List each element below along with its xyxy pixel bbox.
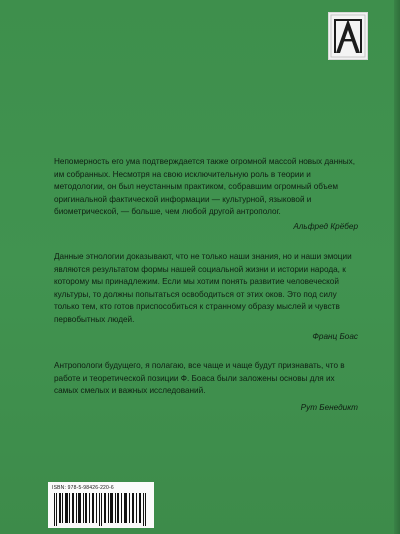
quote-author-boas: Франц Боас <box>312 332 358 341</box>
quote-text: Антропологи будущего, я полагаю, все чаще и чаще будут признавать, что в работе и теоретической позиции Ф. Боаса были заложены основы для их самых смелых и важных исследований. <box>54 361 345 395</box>
quote-kroeber <box>54 156 360 219</box>
quote-benedict <box>54 360 360 398</box>
cover-edge <box>394 0 400 534</box>
publisher-logo-icon <box>328 12 368 60</box>
quote-text: Непомерность его ума подтверждается также огромной массой новых данных, им собранных. Несмотря на свою исключительную роль в теории и методологии, он был неустанным практиком, собравшим огромный объем оригинальной фактической информации — культурной, языковой и биометрической, — больше, чем любой другой антрополог. <box>54 157 356 216</box>
quote-boas <box>54 251 360 326</box>
isbn-barcode-block <box>48 482 154 528</box>
barcode-icon <box>54 493 148 526</box>
quote-text: Данные этнологии доказывают, что не только наши знания, но и наши эмоции являются результатом формы нашей социальной жизни и истории народа, к которому мы принадлежим. Если мы хотим понять развитие человеческой культуры, то должны попытаться освободиться от этих оков. Это под силу только тем, кто готов приспособиться к странному образу мыслей и чувств первобытных людей. <box>54 252 352 324</box>
quote-author-benedict: Рут Бенедикт <box>300 403 358 412</box>
isbn-label: ISBN: 978-5-98426-220-6 <box>52 485 114 491</box>
quote-author-kroeber: Альфред Крёбер <box>293 222 358 231</box>
